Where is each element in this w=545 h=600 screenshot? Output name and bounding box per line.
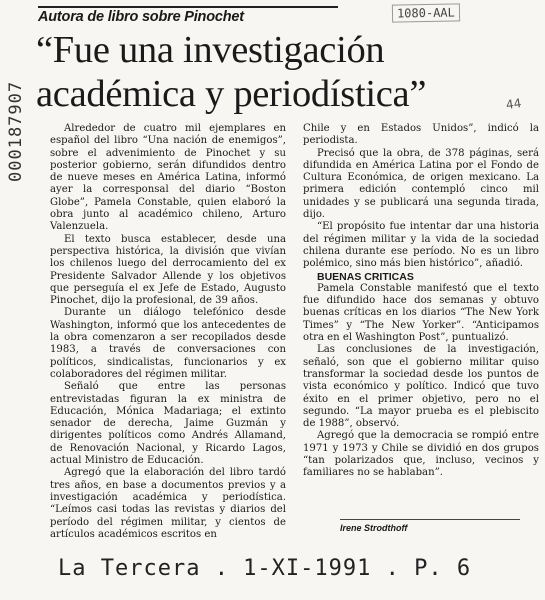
side-archive-code: 000187907 (6, 80, 26, 182)
paragraph: Pamela Constable manifestó que el texto fue difundido hace dos semanas y obtuvo buenas críticas en los diarios “The New York Times” y “The New Yorker”. “Anticipamos otra en el Washington Post”, puntualizó. (303, 282, 539, 344)
paragraph: El texto busca establecer, desde una perspectiva histórica, la división que vivían los chilenos luego del derrocamiento del ex Presidente Salvador Allende y los objetivos que perseguía el ex Jefe de Estado, Augusto Pinochet, dijo la profesional, de 39 años. (50, 233, 286, 307)
left-column (50, 123, 286, 541)
corner-handwritten-mark: 44 (505, 96, 523, 112)
paragraph: Señaló que entre las personas entrevistadas figuran la ex ministra de Educación, Mónica Madariaga; el extinto senador de derecha, Jaime Guzmán y dirigentes políticos como Andrés Allamand, de Renovación Nacional, y Ricardo Lagos, actual Ministro de Educación. (50, 381, 286, 467)
paragraph: “El propósito fue intentar dar una historia del régimen militar y la vida de la sociedad chilena durante ese período. No es un libro polémico, sino más bien histórico”, añadió. (303, 221, 539, 270)
headline: “Fue una investigación académica y periodística” (36, 29, 427, 115)
handwritten-source-note: La Tercera . 1-XI-1991 . P. 6 (58, 556, 472, 581)
archive-stamp: 1080-AAL (392, 3, 460, 22)
paragraph: Agregó que la democracia se rompió entre 1971 y 1973 y Chile se dividió en dos grupos “tan polarizados que, incluso, vecinos y familiares no se hablaban”. (303, 430, 539, 479)
right-column (303, 123, 539, 480)
paragraph: Durante un diálogo telefónico desde Washington, informó que los antecedentes de la obra comenzaron a ser recopilados desde 1983, a través de conversaciones con políticos, sindicalistas, funcionarios y ex colaboradores del régimen militar. (50, 307, 286, 380)
byline: Irene Strodthoff (340, 519, 520, 533)
kicker: Autora de libro sobre Pinochet (38, 6, 338, 25)
paragraph: Alrededor de cuatro mil ejemplares en español del libro “Una nación de enemigos”, sobre el advenimiento de Pinochet y su posterior gobierno, serán difundidos dentro de nueve meses en América Latina, informó ayer la corresponsal del diario “Boston Globe”, Pamela Constable, quien elaboró la obra junto al académico chileno, Arturo Valenzuela. (50, 123, 286, 233)
paragraph: Agregó que la elaboración del libro tardó tres años, en base a documentos previos y a investigación académica y periodística. “Leímos casi todas las revistas y diarios del período del régimen militar, y cientos de artículos académicos escritos en (50, 467, 286, 540)
paragraph: Las conclusiones de la investigación, señaló, son que el gobierno militar quiso transformar la sociedad desde los puntos de vista económico y político. Indicó que tuvo éxito en el primer objetivo, pero no el segundo. “La mayor prueba es el plebiscito de 1988”, observó. (303, 344, 539, 430)
paragraph: Precisó que la obra, de 378 páginas, será difundida en América Latina por el Fondo de Cultura Económica, de origen mexicano. La primera edición contempló cinco mil unidades y se publicará una segunda tirada, dijo. (303, 147, 539, 221)
paragraph: Chile y en Estados Unidos”, indicó la periodista. (303, 123, 539, 147)
section-subhead: BUENAS CRITICAS (317, 270, 414, 283)
